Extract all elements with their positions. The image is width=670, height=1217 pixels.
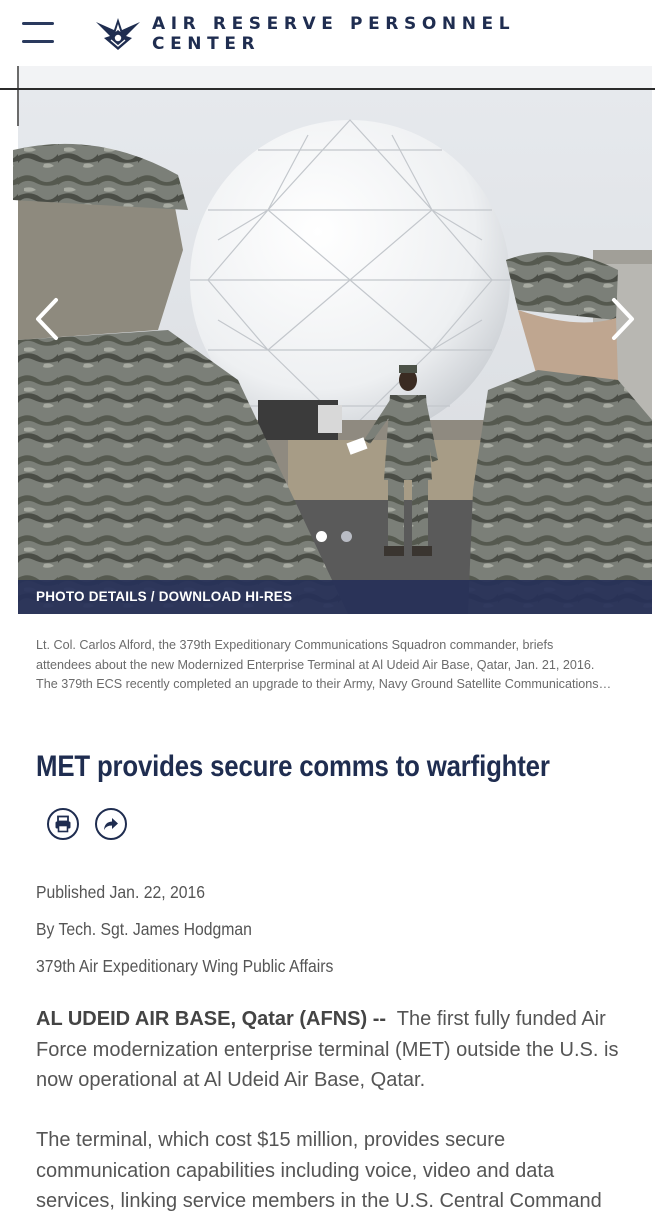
- menu-bar-bottom: [22, 40, 54, 43]
- printer-icon: [54, 815, 72, 833]
- paragraph-1-text: The first fully funded Air Force modernization enterprise terminal (MET) outside the U.S. is now operational at Al Udeid Air Base, Qatar.: [36, 1008, 619, 1091]
- share-icon: [102, 815, 120, 833]
- carousel-top-strip: [18, 66, 652, 90]
- published-date: Published Jan. 22, 2016: [36, 882, 206, 902]
- site-header: [0, 0, 670, 66]
- caption-line-2: attendees about the new Modernized Enterprise Terminal at Al Udeid Air Base, Qatar, Jan. 21, 2016.: [36, 657, 595, 672]
- frame-left-rule: [17, 66, 19, 126]
- photo-carousel: [18, 66, 652, 614]
- author-byline: By Tech. Sgt. James Hodgman: [36, 919, 252, 939]
- chevron-left-icon: [30, 294, 64, 344]
- caption-line-3: The 379th ECS recently completed an upgrade to their Army, Navy Ground Satellite Communications…: [36, 677, 612, 691]
- chevron-right-icon: [606, 294, 640, 344]
- carousel-dots: [316, 529, 366, 547]
- caption-line-1: Lt. Col. Carlos Alford, the 379th Expeditionary Communications Squadron commander, briefs: [36, 638, 554, 652]
- carousel-dot[interactable]: [316, 531, 327, 542]
- carousel-prev-button[interactable]: [30, 294, 64, 344]
- hamburger-menu-icon[interactable]: [22, 22, 54, 44]
- carousel-dot[interactable]: [341, 531, 352, 542]
- photo-details-link[interactable]: PHOTO DETAILS / DOWNLOAD HI-RES: [36, 589, 293, 604]
- author-unit: 379th Air Expeditionary Wing Public Affairs: [36, 956, 334, 976]
- menu-bar-top: [22, 22, 54, 25]
- header-divider: [0, 88, 655, 90]
- brand-line-1: AIR RESERVE PERSONNEL: [152, 14, 516, 34]
- carousel-next-button[interactable]: [606, 294, 640, 344]
- article-paragraph-1: [36, 1004, 636, 1096]
- brand-line-2: CENTER: [152, 34, 261, 54]
- photo-details-bar: [18, 580, 652, 614]
- share-button[interactable]: [95, 808, 127, 840]
- article-dateline: AL UDEID AIR BASE, Qatar (AFNS) --: [36, 1008, 387, 1030]
- article-title: MET provides secure comms to warfighter: [36, 750, 550, 783]
- photo-caption: [36, 636, 636, 695]
- print-button[interactable]: [47, 808, 79, 840]
- site-brand[interactable]: [152, 14, 515, 54]
- article-paragraph-2: The terminal, which cost $15 million, provides secure communication capabilities including voice, video and data services, linking service members in the U.S. Central Command: [36, 1129, 602, 1212]
- air-force-wings-logo[interactable]: [94, 14, 142, 54]
